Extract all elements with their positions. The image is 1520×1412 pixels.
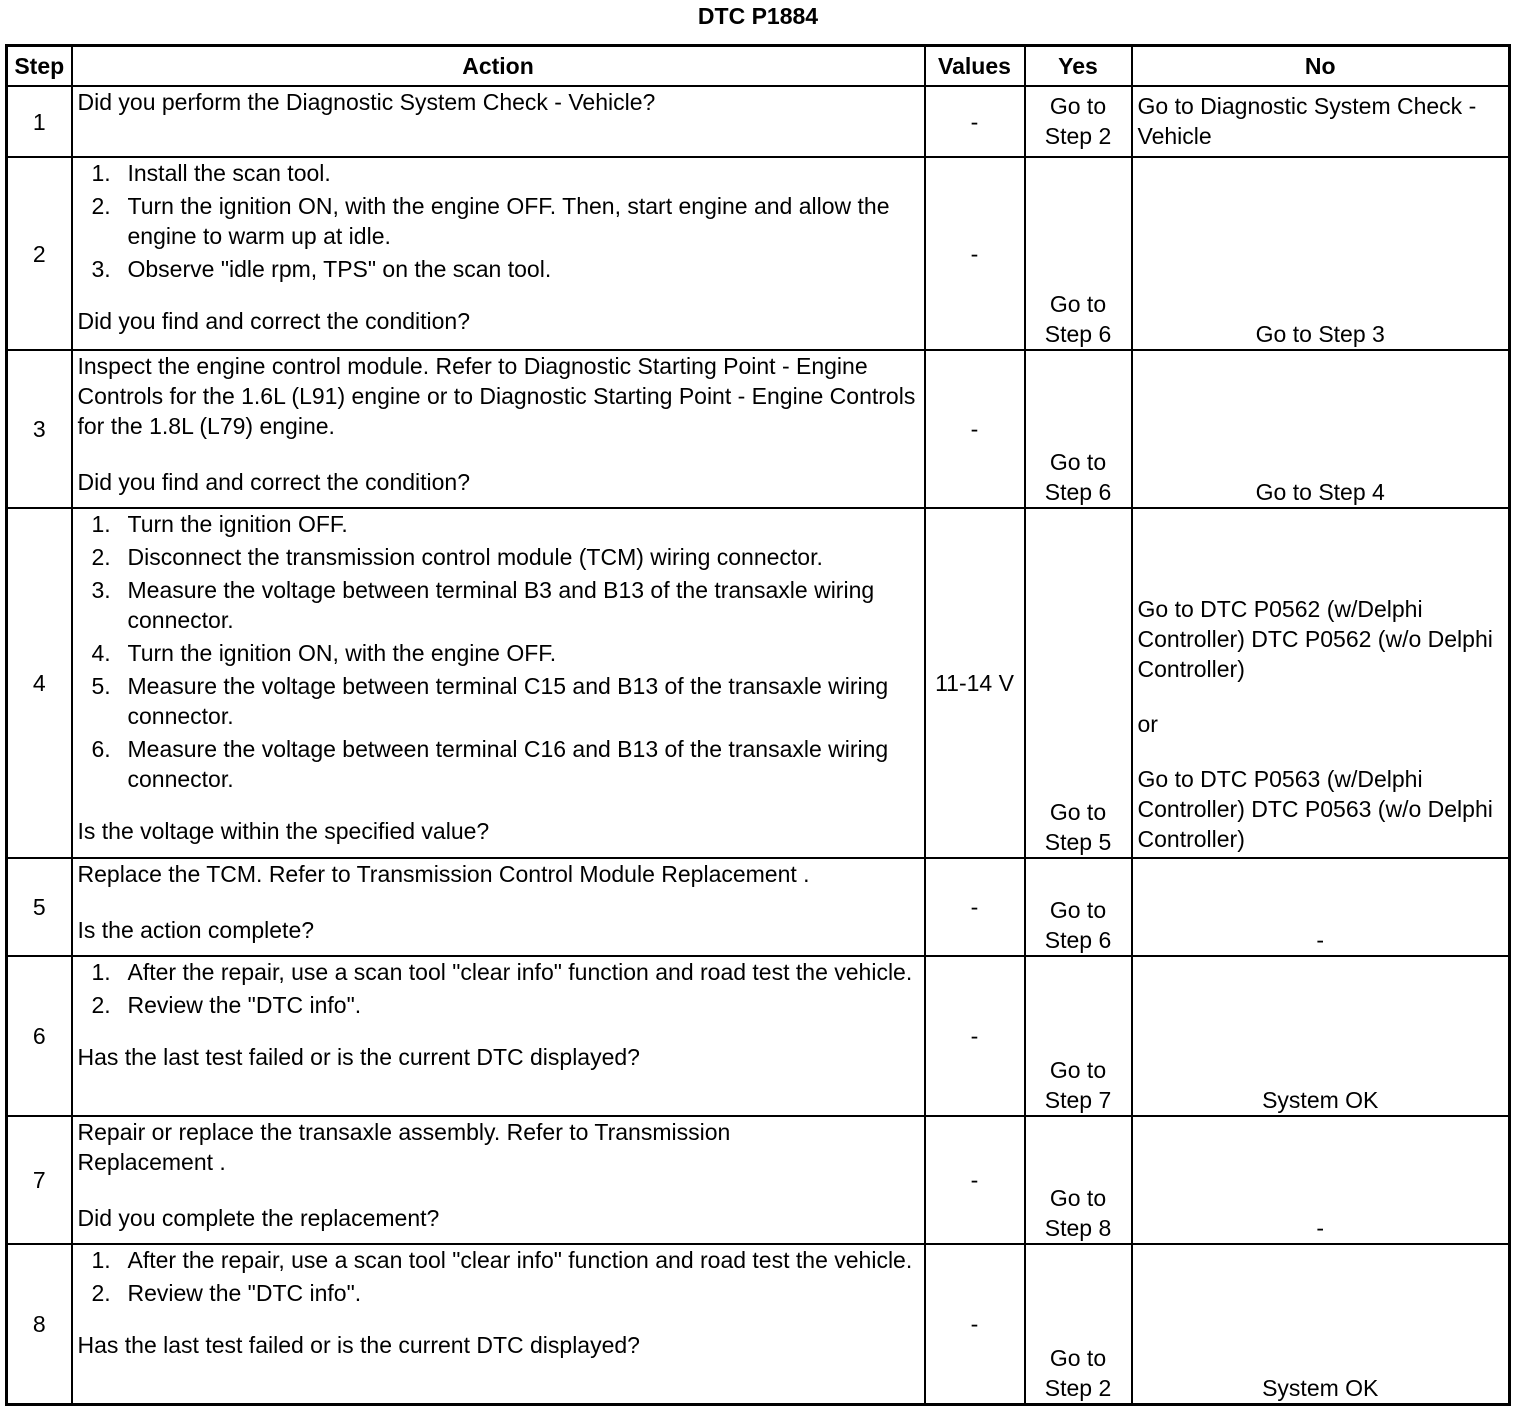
action-cell [72,1116,925,1244]
step-number: 4 [7,508,72,858]
no-option-p0563: Go to DTC P0563 (w/Delphi Controller) DTC P0563 (w/o Delphi Controller) [1137,766,1493,852]
value-cell: - [925,1116,1025,1244]
yes-cell: Go to Step 6 [1025,350,1132,508]
no-or-text: or [1137,711,1158,737]
value-cell: - [925,86,1025,157]
action-question: Is the action complete? [77,917,315,943]
action-cell [72,508,925,858]
list-item: 3. Observe "idle rpm, TPS" on the scan tool. [91,256,552,282]
action-text: Did you perform the Diagnostic System Check - Vehicle? [77,89,656,115]
list-item: 2. Review the "DTC info". [91,1280,362,1306]
step-number: 7 [7,1116,72,1244]
value-cell: - [925,956,1025,1116]
list-item: 1. After the repair, use a scan tool "clear info" function and road test the vehicle. [91,959,913,985]
action-cell [72,956,925,1116]
yes-cell: Go to Step 6 [1025,157,1132,350]
yes-cell: Go to Step 8 [1025,1116,1132,1244]
list-item: 6. Measure the voltage between terminal C16 and B13 of the transaxle wiring connector. [91,736,889,792]
table-row [7,858,1510,956]
step-number: 8 [7,1244,72,1404]
page-title: DTC P1884 [697,3,819,29]
action-cell [72,350,925,508]
value-cell: - [925,858,1025,956]
header-step: Step [7,46,72,87]
value-cell: - [925,1244,1025,1404]
action-text: Inspect the engine control module. Refer to Diagnostic Starting Point - Engine Controls for the 1.6L (L91) engine or to Diagnostic Starting Point - Engine Controls for the 1.8L (L79) engine. [77,353,916,439]
list-item: 1. Install the scan tool. [91,160,331,186]
action-cell [72,86,925,157]
step-number: 1 [7,86,72,157]
no-cell: Go to Step 4 [1132,350,1510,508]
header-values: Values [925,46,1025,87]
yes-cell: Go to Step 7 [1025,956,1132,1116]
action-question: Has the last test failed or is the current DTC displayed? [77,1332,640,1358]
diagnostic-table [5,44,1511,1406]
yes-cell: Go to Step 2 [1025,1244,1132,1404]
table-row [7,1244,1510,1404]
table-row [7,508,1510,858]
header-yes: Yes [1025,46,1132,87]
action-question: Did you complete the replacement? [77,1205,440,1231]
list-item: 4. Turn the ignition ON, with the engine OFF. [91,640,557,666]
action-steps [78,158,919,284]
action-steps [78,509,919,794]
step-number: 3 [7,350,72,508]
header-no: No [1132,46,1510,87]
action-cell [72,858,925,956]
action-question: Has the last test failed or is the current DTC displayed? [77,1044,640,1070]
no-cell: System OK [1132,1244,1510,1404]
step-number: 2 [7,157,72,350]
action-question: Is the voltage within the specified value? [77,818,490,844]
table-row [7,86,1510,157]
no-cell: Go to Step 3 [1132,157,1510,350]
no-cell: - [1132,1116,1510,1244]
yes-cell: Go to Step 6 [1025,858,1132,956]
action-text: Repair or replace the transaxle assembly. Refer to Transmission Replacement . [77,1119,731,1175]
list-item: 2. Turn the ignition ON, with the engine OFF. Then, start engine and allow the engine to warm up at idle. [91,193,890,249]
list-item: 2. Disconnect the transmission control module (TCM) wiring connector. [91,544,823,570]
list-item: 1. Turn the ignition OFF. [91,511,348,537]
no-cell: - [1132,858,1510,956]
no-cell: Go to Diagnostic System Check - Vehicle [1132,86,1510,157]
list-item: 5. Measure the voltage between terminal C15 and B13 of the transaxle wiring connector. [91,673,889,729]
no-cell: System OK [1132,956,1510,1116]
no-option-p0562: Go to DTC P0562 (w/Delphi Controller) DTC P0562 (w/o Delphi Controller) [1137,596,1493,682]
value-cell: 11-14 V [925,508,1025,858]
table-row [7,1116,1510,1244]
yes-cell: Go to Step 2 [1025,86,1132,157]
yes-cell: Go to Step 5 [1025,508,1132,858]
value-cell: - [925,157,1025,350]
value-cell: - [925,350,1025,508]
list-item: 3. Measure the voltage between terminal B3 and B13 of the transaxle wiring connector. [91,577,875,633]
list-item: 1. After the repair, use a scan tool "clear info" function and road test the vehicle. [91,1247,913,1273]
table-row [7,350,1510,508]
header-row [7,46,1510,87]
header-action: Action [72,46,925,87]
action-cell [72,1244,925,1404]
action-steps [78,957,919,1020]
action-question: Did you find and correct the condition? [77,469,471,495]
step-number: 5 [7,858,72,956]
table-row [7,157,1510,350]
action-steps [78,1245,919,1308]
action-question: Did you find and correct the condition? [77,308,471,334]
no-cell [1132,508,1510,858]
list-item: 2. Review the "DTC info". [91,992,362,1018]
step-number: 6 [7,956,72,1116]
action-text: Replace the TCM. Refer to Transmission Control Module Replacement . [77,861,810,887]
action-cell [72,157,925,350]
table-row [7,956,1510,1116]
